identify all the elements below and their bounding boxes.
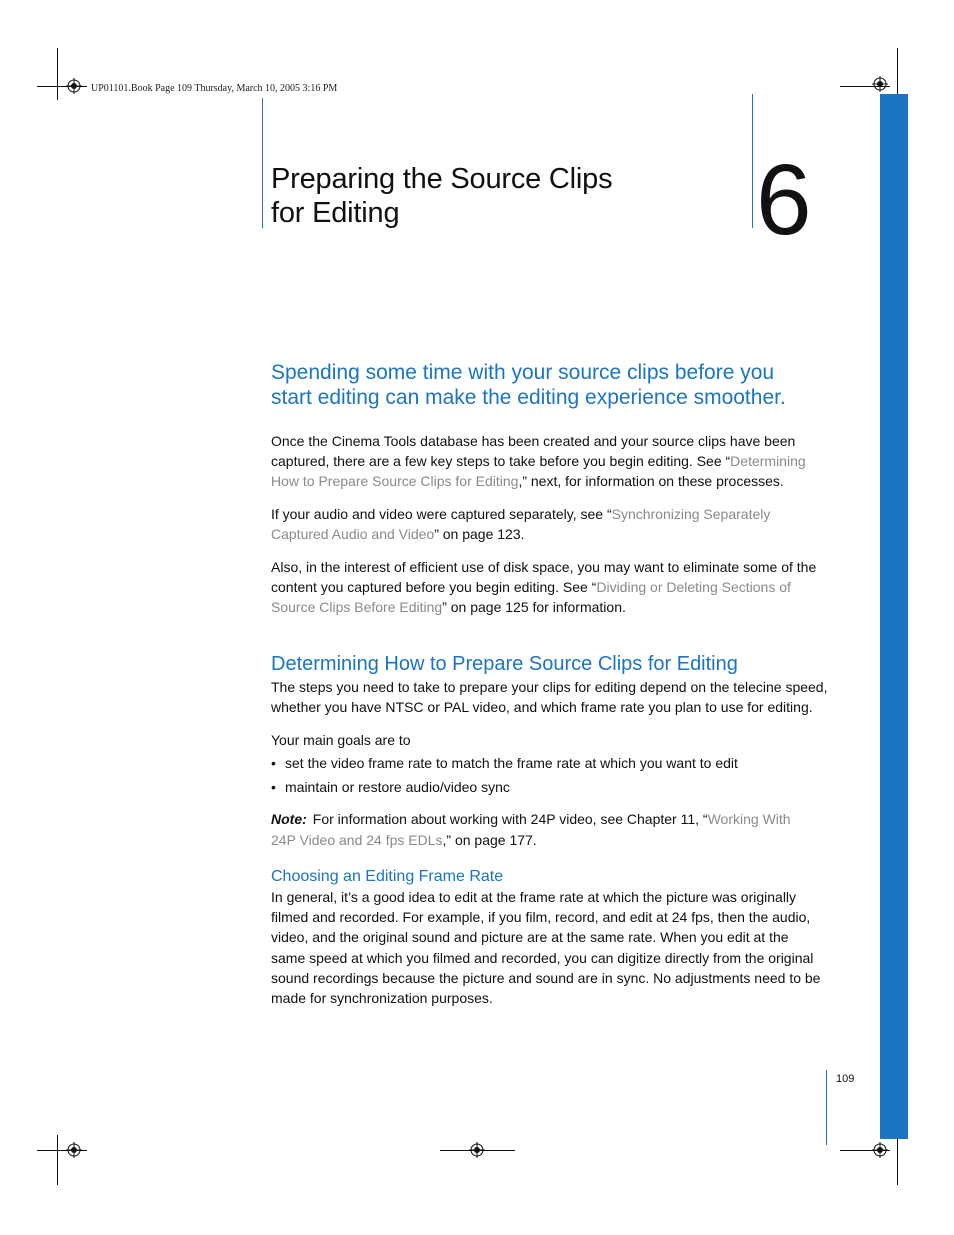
crop-mark <box>57 1135 58 1185</box>
paragraph-text: If your audio and video were captured separately, see “ <box>271 506 612 522</box>
crop-mark <box>897 1135 898 1185</box>
chapter-title-line: Preparing the Source Clips <box>271 163 613 195</box>
bullet-icon: • <box>271 755 276 771</box>
cross-reference-link[interactable]: Working With 24P Video and 24 fps EDLs <box>271 811 791 848</box>
paragraph-text: ” on page 125 for information. <box>442 599 626 615</box>
paragraph-text: ,” next, for information on these processes. <box>518 473 784 489</box>
intro-line: Spending some time with your source clips before you <box>271 361 775 384</box>
list-item <box>271 777 738 797</box>
paragraph <box>271 431 827 491</box>
paragraph-text: Also, in the interest of efficient use of disk space, you may want to eliminate some of the content you captured before you begin editing. See “ <box>271 559 817 595</box>
crop-mark <box>897 48 898 100</box>
chapter-intro <box>271 360 811 410</box>
cross-reference-link[interactable]: Determining How to Prepare Source Clips for Editing <box>271 453 806 489</box>
page-number-rule <box>826 1070 827 1145</box>
subsection-heading: Choosing an Editing Frame Rate <box>271 868 504 885</box>
registration-mark-icon <box>469 1142 485 1158</box>
intro-line: start editing can make the editing experience smoother. <box>271 386 786 409</box>
page-number: 109 <box>836 1073 855 1085</box>
list-item <box>271 753 738 773</box>
crop-mark <box>57 48 58 100</box>
paragraph: Your main goals are to <box>271 732 411 748</box>
print-header: UP01101.Book Page 109 Thursday, March 10, 2005 3:16 PM <box>91 83 338 94</box>
paragraph-text: Once the Cinema Tools database has been created and your source clips have been captured, there are a few key steps to take before you begin editing. See “ <box>271 433 796 469</box>
registration-mark-icon <box>66 1142 82 1158</box>
note-text: ,” on page 177. <box>442 832 537 848</box>
chapter-side-band <box>880 94 908 1139</box>
note-text: For information about working with 24P video, see Chapter 11, “ <box>312 811 708 827</box>
cross-reference-link[interactable]: Dividing or Deleting Sections of Source Clips Before Editing <box>271 579 791 615</box>
paragraph-text: ” on page 123. <box>434 526 525 542</box>
section-heading: Determining How to Prepare Source Clips for Editing <box>271 653 738 675</box>
chapter-title <box>271 162 691 230</box>
chapter-number: 6 <box>756 144 812 256</box>
registration-mark-icon <box>66 78 82 94</box>
bullet-icon: • <box>271 779 276 795</box>
paragraph <box>271 504 827 544</box>
goals-list <box>271 753 738 801</box>
note <box>271 809 806 851</box>
registration-mark-icon <box>872 1142 888 1158</box>
list-item-text: set the video frame rate to match the frame rate at which you want to edit <box>285 755 738 771</box>
cross-reference-link[interactable]: Synchronizing Separately Captured Audio and Video <box>271 506 771 542</box>
note-label: Note: <box>271 811 307 827</box>
title-rule <box>262 98 263 228</box>
paragraph: The steps you need to take to prepare your clips for editing depend on the telecine speed, whether you have NTSC or PAL video, and which frame rate you plan to use for editing. <box>271 679 828 715</box>
paragraph <box>271 557 827 617</box>
paragraph: In general, it’s a good idea to edit at the frame rate at which the picture was originally filmed and recorded. For example, if you film, record, and edit at 24 fps, then the audio, video, and the original sound and picture are at the same rate. When you edit at the same speed at which you filmed and recorded, you can digitize directly from the original sound recordings because the picture and sound are in sync. No adjustments need to be made for synchronization purposes. <box>271 889 821 1007</box>
chapter-number-rule <box>752 94 753 228</box>
chapter-title-line: for Editing <box>271 197 400 229</box>
registration-mark-icon <box>872 76 888 92</box>
list-item-text: maintain or restore audio/video sync <box>285 779 510 795</box>
